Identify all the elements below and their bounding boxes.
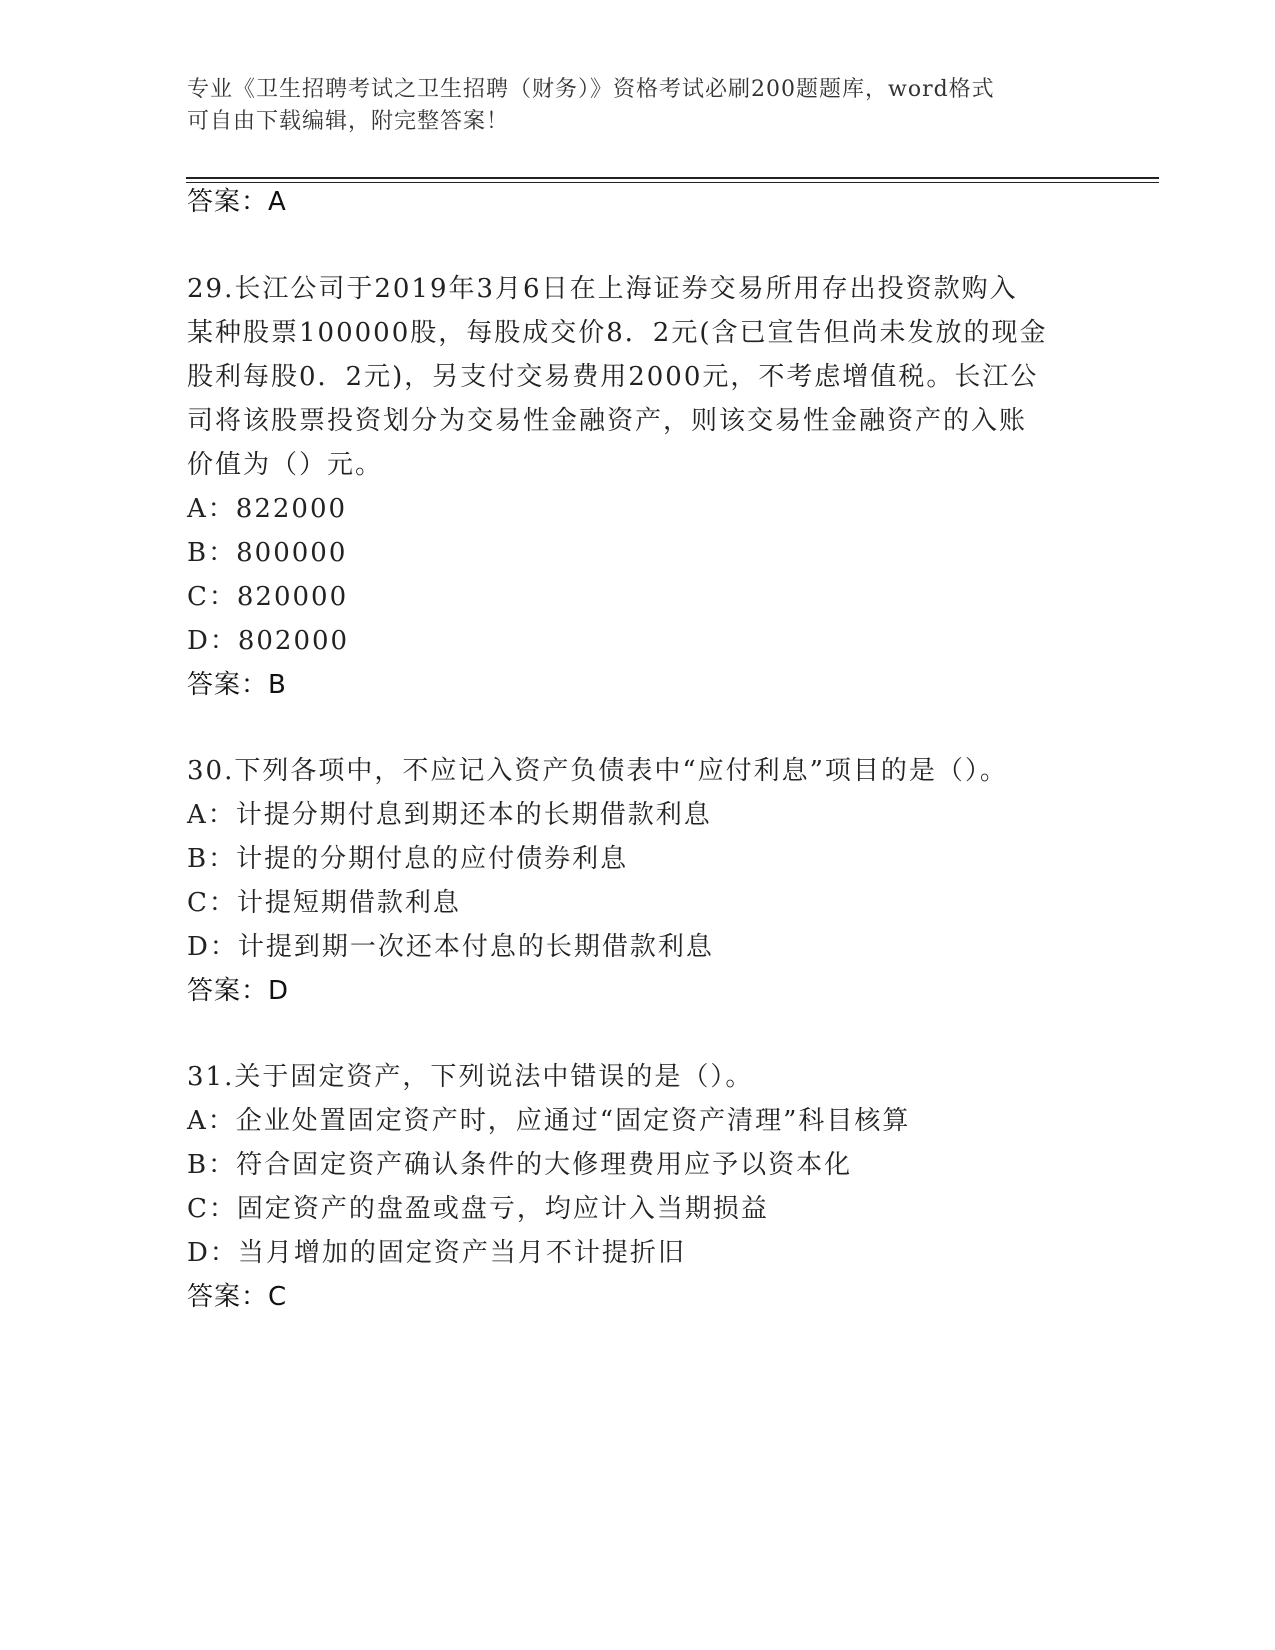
document-header (187, 74, 1087, 138)
previous-answer: 答案：A (187, 187, 287, 217)
question-29-option-c: C：820000 (187, 582, 349, 612)
question-29-option-a: A：822000 (187, 494, 348, 524)
question-29-stem-line-4: 司将该股票投资划分为交易性金融资产，则该交易性金融资产的入账 (187, 406, 1028, 436)
question-29-stem-line-2: 某种股票100000股，每股成交价8．2元(含已宣告但尚未发放的现金 (187, 318, 1048, 348)
question-29-answer: 答案：B (187, 670, 287, 700)
question-29-option-d: D：802000 (187, 626, 350, 656)
question-29-stem-line-5: 价值为（）元。 (187, 450, 384, 480)
header-divider-thick (186, 177, 1159, 179)
question-30-option-b: B：计提的分期付息的应付债券利息 (187, 844, 629, 874)
question-29-option-b: B：800000 (187, 538, 348, 568)
question-31-option-d: D：当月增加的固定资产当月不计提折旧 (187, 1238, 686, 1268)
question-31-option-b: B：符合固定资产确认条件的大修理费用应予以资本化 (187, 1150, 853, 1180)
question-30-answer: 答案：D (187, 976, 290, 1006)
question-31-option-a: A：企业处置固定资产时，应通过“固定资产清理”科目核算 (187, 1106, 911, 1136)
question-30-option-d: D：计提到期一次还本付息的长期借款利息 (187, 932, 714, 962)
header-line-2: 可自由下载编辑，附完整答案！ (187, 109, 510, 134)
question-29-stem-line-3: 股利每股0．2元)，另支付交易费用2000元，不考虑增值税。长江公 (187, 362, 1039, 392)
question-31-option-c: C：固定资产的盘盈或盘亏，均应计入当期损益 (187, 1194, 769, 1224)
question-29-stem-line-1: 29.长江公司于2019年3月6日在上海证券交易所用存出投资款购入 (187, 274, 1018, 304)
question-30-option-a: A：计提分期付息到期还本的长期借款利息 (187, 800, 712, 830)
header-divider-thin (186, 182, 1159, 183)
header-line-1: 专业《卫生招聘考试之卫生招聘（财务）》资格考试必刷200题题库，word格式 (187, 77, 995, 102)
question-31-stem-line-1: 31.关于固定资产，下列说法中错误的是（）。 (187, 1062, 754, 1092)
question-30-stem-line-1: 30.下列各项中，不应记入资产负债表中“应付利息”项目的是（）。 (187, 756, 1008, 786)
question-31-answer: 答案：C (187, 1282, 288, 1312)
question-30-option-c: C：计提短期借款利息 (187, 888, 461, 918)
